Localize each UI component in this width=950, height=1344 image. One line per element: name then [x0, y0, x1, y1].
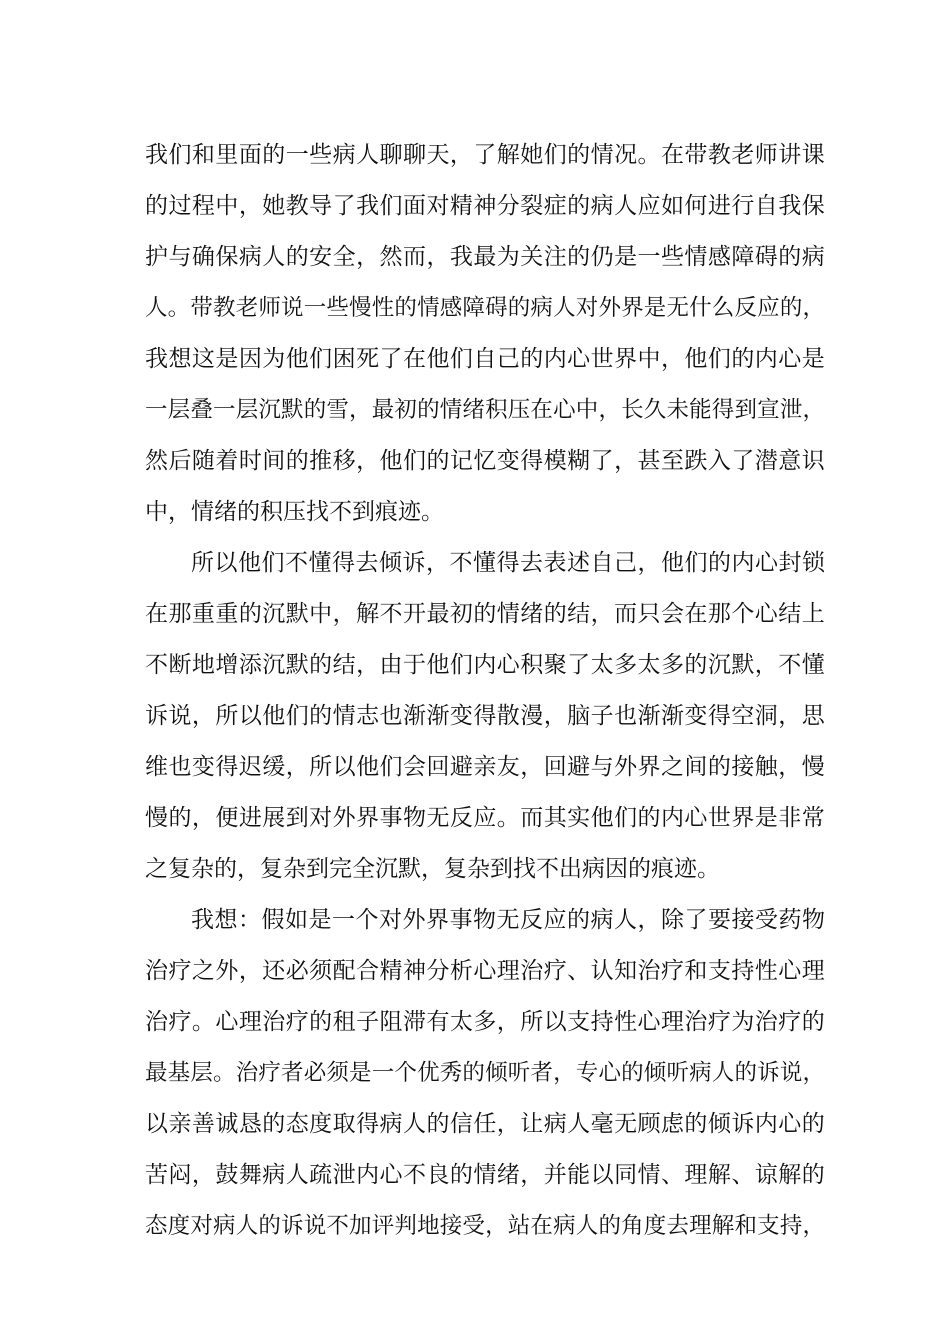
text-line: 人 。 带 教 老 师 说 一 些 慢 性 的 情 感 障 碍 的 病 人 对 外 界 是 无 什 么 反 应 的 ，	[145, 295, 825, 321]
text-line: 最 基 层 。 治 疗 者 必 须 是 一 个 优 秀 的 倾 听 者 ， 专 心 的 倾 听 病 人 的 诉 说 ，	[145, 1060, 825, 1086]
text-line: 诉 说 ， 所 以 他 们 的 情 志 也 渐 渐 变 得 散 漫 ， 脑 子 也 渐 渐 变 得 空 洞 ， 思	[145, 703, 825, 729]
text-line: 护 与 确 保 病 人 的 安 全 ， 然 而 ， 我 最 为 关 注 的 仍 是 一 些 情 感 障 碍 的 病	[145, 244, 825, 270]
document-body-text	[145, 130, 825, 1252]
text-line: 中，情绪的积压找不到痕迹。	[145, 499, 444, 525]
text-line: 我 们 和 里 面 的 一 些 病 人 聊 聊 天 ， 了 解 她 们 的 情 况 。 在 带 教 老 师 讲 课	[145, 142, 825, 168]
text-line: 慢 的 ， 便 进 展 到 对 外 界 事 物 无 反 应 。 而 其 实 他 们 的 内 心 世 界 是 非 常	[145, 805, 825, 831]
text-line: 不 断 地 增 添 沉 默 的 结 ， 由 于 他 们 内 心 积 聚 了 太 多 太 多 的 沉 默 ， 不 懂	[145, 652, 825, 678]
text-line: 以 亲 善 诚 恳 的 态 度 取 得 病 人 的 信 任 ， 让 病 人 毫 无 顾 虑 的 倾 诉 内 心 的	[145, 1111, 825, 1137]
text-line: 一 层 叠 一 层 沉 默 的 雪 ， 最 初 的 情 绪 积 压 在 心 中 ， 长 久 未 能 得 到 宣 泄 ，	[145, 397, 825, 423]
text-line: 然 后 随 着 时 间 的 推 移 ， 他 们 的 记 忆 变 得 模 糊 了 ， 甚 至 跌 入 了 潜 意 识	[145, 448, 825, 474]
text-line: 苦 闷 ， 鼓 舞 病 人 疏 泄 内 心 不 良 的 情 绪 ， 并 能 以 同 情 、 理 解 、 谅 解 的	[145, 1162, 825, 1188]
text-line: 态 度 对 病 人 的 诉 说 不 加 评 判 地 接 受 ， 站 在 病 人 的 角 度 去 理 解 和 支 持 ，	[145, 1213, 825, 1239]
text-line: 维 也 变 得 迟 缓 ， 所 以 他 们 会 回 避 亲 友 ， 回 避 与 外 界 之 间 的 接 触 ， 慢	[145, 754, 825, 780]
text-line: 的 过 程 中 ， 她 教 导 了 我 们 面 对 精 神 分 裂 症 的 病 人 应 如 何 进 行 自 我 保	[145, 193, 825, 219]
text-line: 治 疗 。 心 理 治 疗 的 租 子 阻 滞 有 太 多 ， 所 以 支 持 性 心 理 治 疗 为 治 疗 的	[145, 1009, 825, 1035]
text-line: 在 那 重 重 的 沉 默 中 ， 解 不 开 最 初 的 情 绪 的 结 ， 而 只 会 在 那 个 心 结 上	[145, 601, 825, 627]
text-line: 之复杂的，复杂到完全沉默，复杂到找不出病因的痕迹。	[145, 856, 720, 882]
text-line: 我 想 ： 假 如 是 一 个 对 外 界 事 物 无 反 应 的 病 人 ， 除 了 要 接 受 药 物	[191, 907, 825, 933]
text-line: 所 以 他 们 不 懂 得 去 倾 诉 ， 不 懂 得 去 表 述 自 己 ， 他 们 的 内 心 封 锁	[191, 550, 825, 576]
text-line: 治 疗 之 外 ， 还 必 须 配 合 精 神 分 析 心 理 治 疗 、 认 知 治 疗 和 支 持 性 心 理	[145, 958, 825, 984]
text-line: 我 想 这 是 因 为 他 们 困 死 了 在 他 们 自 己 的 内 心 世 界 中 ， 他 们 的 内 心 是	[145, 346, 825, 372]
